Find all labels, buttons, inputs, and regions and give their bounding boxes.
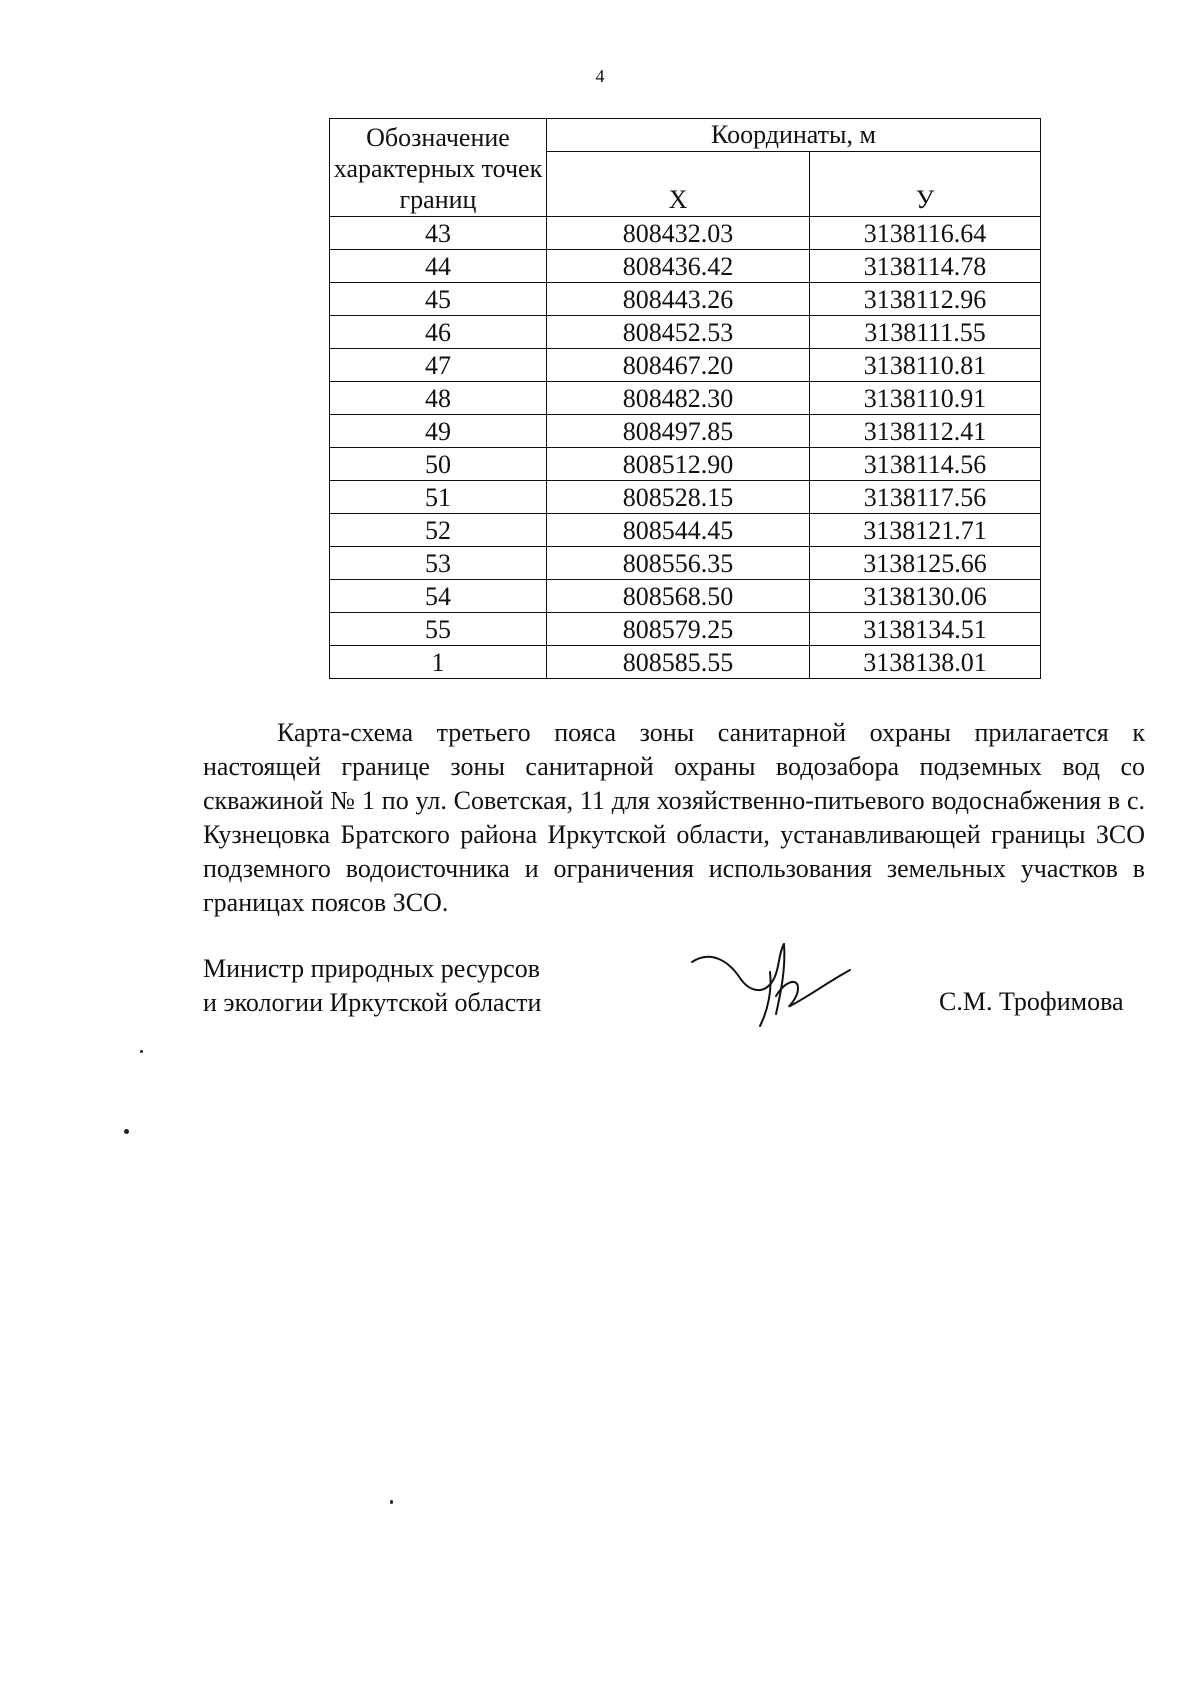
coordinates-table [329, 118, 1041, 679]
cell-point: 49 [330, 415, 547, 448]
table-row [330, 481, 1041, 514]
page-number: 4 [595, 66, 605, 86]
column-header-coordinates: Координаты, м [547, 119, 1041, 152]
cell-y: 3138134.51 [810, 613, 1041, 646]
table-row [330, 349, 1041, 382]
cell-x: 808497.85 [547, 415, 810, 448]
column-header-y: У [810, 152, 1041, 217]
cell-point: 47 [330, 349, 547, 382]
cell-x: 808556.35 [547, 547, 810, 580]
signatory-name: С.М. Трофимова [939, 987, 1124, 1016]
cell-point: 53 [330, 547, 547, 580]
cell-x: 808579.25 [547, 613, 810, 646]
signatory-title-line-1: Министр природных ресурсов [203, 954, 540, 983]
cell-y: 3138121.71 [810, 514, 1041, 547]
cell-y: 3138138.01 [810, 646, 1041, 679]
cell-y: 3138130.06 [810, 580, 1041, 613]
table-row [330, 448, 1041, 481]
table-row [330, 415, 1041, 448]
scan-speck [124, 1129, 129, 1134]
cell-y: 3138110.81 [810, 349, 1041, 382]
cell-x: 808467.20 [547, 349, 810, 382]
table-row [330, 250, 1041, 283]
signatory-title-line-2: и экологии Иркутской области [203, 988, 542, 1017]
scan-speck [140, 1050, 143, 1053]
paragraph-text: Карта-схема третьего пояса зоны санитарной охраны прилагается к настоящей границе зоны санитарной охраны водозабора подземных вод со скважиной № 1 по ул. Советская, 11 для хозяйственно-питьевого водоснабжения в с. Кузнецовка Братского района Иркутской области, устанавливающей границы ЗСО подземного водоисточника и ограничения использования земельных участков в границах поясов ЗСО. [203, 718, 1145, 917]
cell-y: 3138112.96 [810, 283, 1041, 316]
cell-y: 3138117.56 [810, 481, 1041, 514]
table-row [330, 547, 1041, 580]
cell-x: 808482.30 [547, 382, 810, 415]
cell-x: 808544.45 [547, 514, 810, 547]
cell-y: 3138114.78 [810, 250, 1041, 283]
table-row [330, 382, 1041, 415]
body-paragraph [203, 716, 1145, 920]
cell-x: 808436.42 [547, 250, 810, 283]
table-row [330, 514, 1041, 547]
cell-x: 808528.15 [547, 481, 810, 514]
cell-point: 1 [330, 646, 547, 679]
cell-y: 3138114.56 [810, 448, 1041, 481]
table-row [330, 613, 1041, 646]
column-header-point: Обозначение характерных точек границ [330, 119, 547, 217]
cell-point: 46 [330, 316, 547, 349]
cell-x: 808443.26 [547, 283, 810, 316]
table-row [330, 646, 1041, 679]
cell-point: 45 [330, 283, 547, 316]
cell-point: 43 [330, 217, 547, 250]
cell-point: 44 [330, 250, 547, 283]
table-row [330, 316, 1041, 349]
cell-x: 808432.03 [547, 217, 810, 250]
table-row [330, 580, 1041, 613]
handwritten-signature [680, 930, 860, 1030]
cell-y: 3138125.66 [810, 547, 1041, 580]
cell-y: 3138110.91 [810, 382, 1041, 415]
cell-x: 808585.55 [547, 646, 810, 679]
cell-point: 52 [330, 514, 547, 547]
cell-y: 3138116.64 [810, 217, 1041, 250]
table-row [330, 217, 1041, 250]
cell-y: 3138111.55 [810, 316, 1041, 349]
cell-x: 808568.50 [547, 580, 810, 613]
signatory-title [203, 952, 541, 1020]
cell-point: 48 [330, 382, 547, 415]
cell-point: 50 [330, 448, 547, 481]
cell-x: 808452.53 [547, 316, 810, 349]
cell-point: 51 [330, 481, 547, 514]
table-row [330, 283, 1041, 316]
cell-point: 55 [330, 613, 547, 646]
cell-point: 54 [330, 580, 547, 613]
column-header-x: Х [547, 152, 810, 217]
scan-speck [390, 1500, 393, 1504]
cell-y: 3138112.41 [810, 415, 1041, 448]
cell-x: 808512.90 [547, 448, 810, 481]
